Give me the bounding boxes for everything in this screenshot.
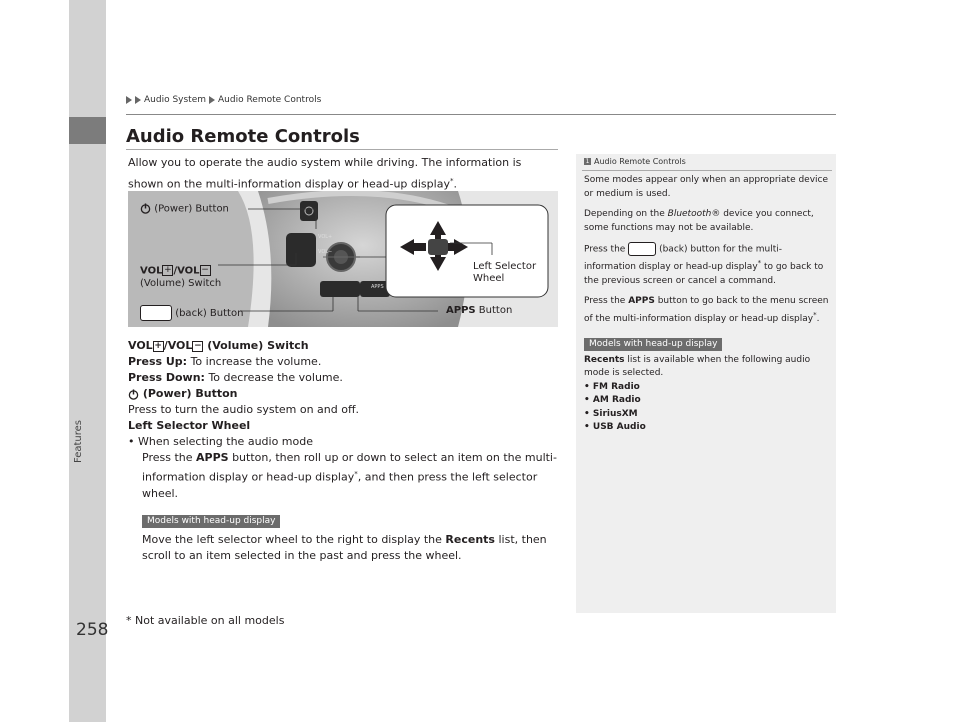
sidebar-heading: 1 Audio Remote Controls [585, 157, 686, 166]
back-button-callout: (back) Button [140, 305, 243, 321]
list-item: • FM Radio [584, 381, 640, 392]
wheel-vol-minus-marking: VOL− [318, 249, 333, 255]
list-item: • AM Radio [584, 395, 641, 405]
side-tab-marker [69, 117, 106, 144]
left-selector-wheel-heading: Left Selector Wheel [128, 419, 251, 432]
wheel-vol-plus-marking: VOL+ [318, 234, 333, 240]
list-item: • USB Audio [584, 422, 646, 432]
main-body-text: VOL + /VOL − (Volume) Switch Press Up: To increase the volume. Press Down: To decrease the volume. (Power) Button Press to turn the audio system on and off. Left Selector Wheel • When selecting the audio mode Press the APPS button, then roll up or down to select an item on the multi-information display or head-up display*, and then press the left selector wheel. Models with head-up display Move the left selector wheel to the right to display the Recents list, then scroll to an item selected in the past and press the wheel. [128, 338, 560, 564]
list-item: • SiriusXM [584, 408, 638, 419]
footnote: * Not available on all models [126, 614, 285, 627]
wheel-apps-marking: APPS [371, 284, 384, 290]
side-tab-label: Features [73, 420, 84, 463]
power-button-callout: (Power) Button [140, 203, 229, 216]
breadcrumb-arrow-icon [126, 96, 132, 104]
power-icon [128, 389, 139, 400]
audio-mode-list [584, 381, 832, 435]
intro-paragraph: Allow you to operate the audio system while driving. The information is shown on the multi-information display or head-up display*. [128, 156, 522, 191]
bullet-item: • When selecting the audio mode [128, 435, 313, 448]
steering-wheel-figure [128, 191, 558, 327]
breadcrumb [126, 95, 321, 105]
breadcrumb-arrow-icon [135, 96, 141, 104]
power-icon [140, 203, 151, 214]
head-up-display-badge: Models with head-up display [584, 338, 722, 351]
back-icon [140, 305, 172, 321]
page-number: 258 [76, 620, 109, 640]
back-icon [628, 242, 656, 256]
volume-switch-heading: VOL + /VOL − (Volume) Switch [128, 339, 309, 352]
sidebar-notes: 1 Audio Remote Controls Some modes appear only when an appropriate device or medium is used. Depending on the Bluetooth® device you connect, some functions may not be available. Press the (back) button for the multi-information display or head-up display* to go back to the previous screen or cancel a command. Press the APPS button to go back to the menu screen of the multi-information display or head-up display*. Models with head-up display Recents list is available when the following audio mode is selected. • FM Radio • AM Radio • SiriusXM • USB Audio [576, 154, 836, 613]
breadcrumb-item[interactable]: Audio Remote Controls [218, 95, 322, 105]
apps-button-callout: APPS Button [446, 305, 513, 316]
breadcrumb-item[interactable]: Audio System [144, 95, 207, 105]
power-button-heading: (Power) Button [128, 386, 560, 402]
side-tab [69, 0, 109, 722]
head-up-display-badge: Models with head-up display [142, 515, 280, 528]
left-selector-wheel-callout: Left Selector Wheel [473, 261, 537, 284]
header-divider [126, 114, 836, 115]
sidebar-divider [582, 170, 832, 171]
volume-switch-callout: VOL + /VOL − (Volume) Switch [140, 265, 222, 289]
note-icon: 1 [585, 158, 590, 165]
title-divider [126, 149, 558, 150]
page-title: Audio Remote Controls [126, 126, 360, 147]
breadcrumb-arrow-icon [209, 96, 215, 104]
